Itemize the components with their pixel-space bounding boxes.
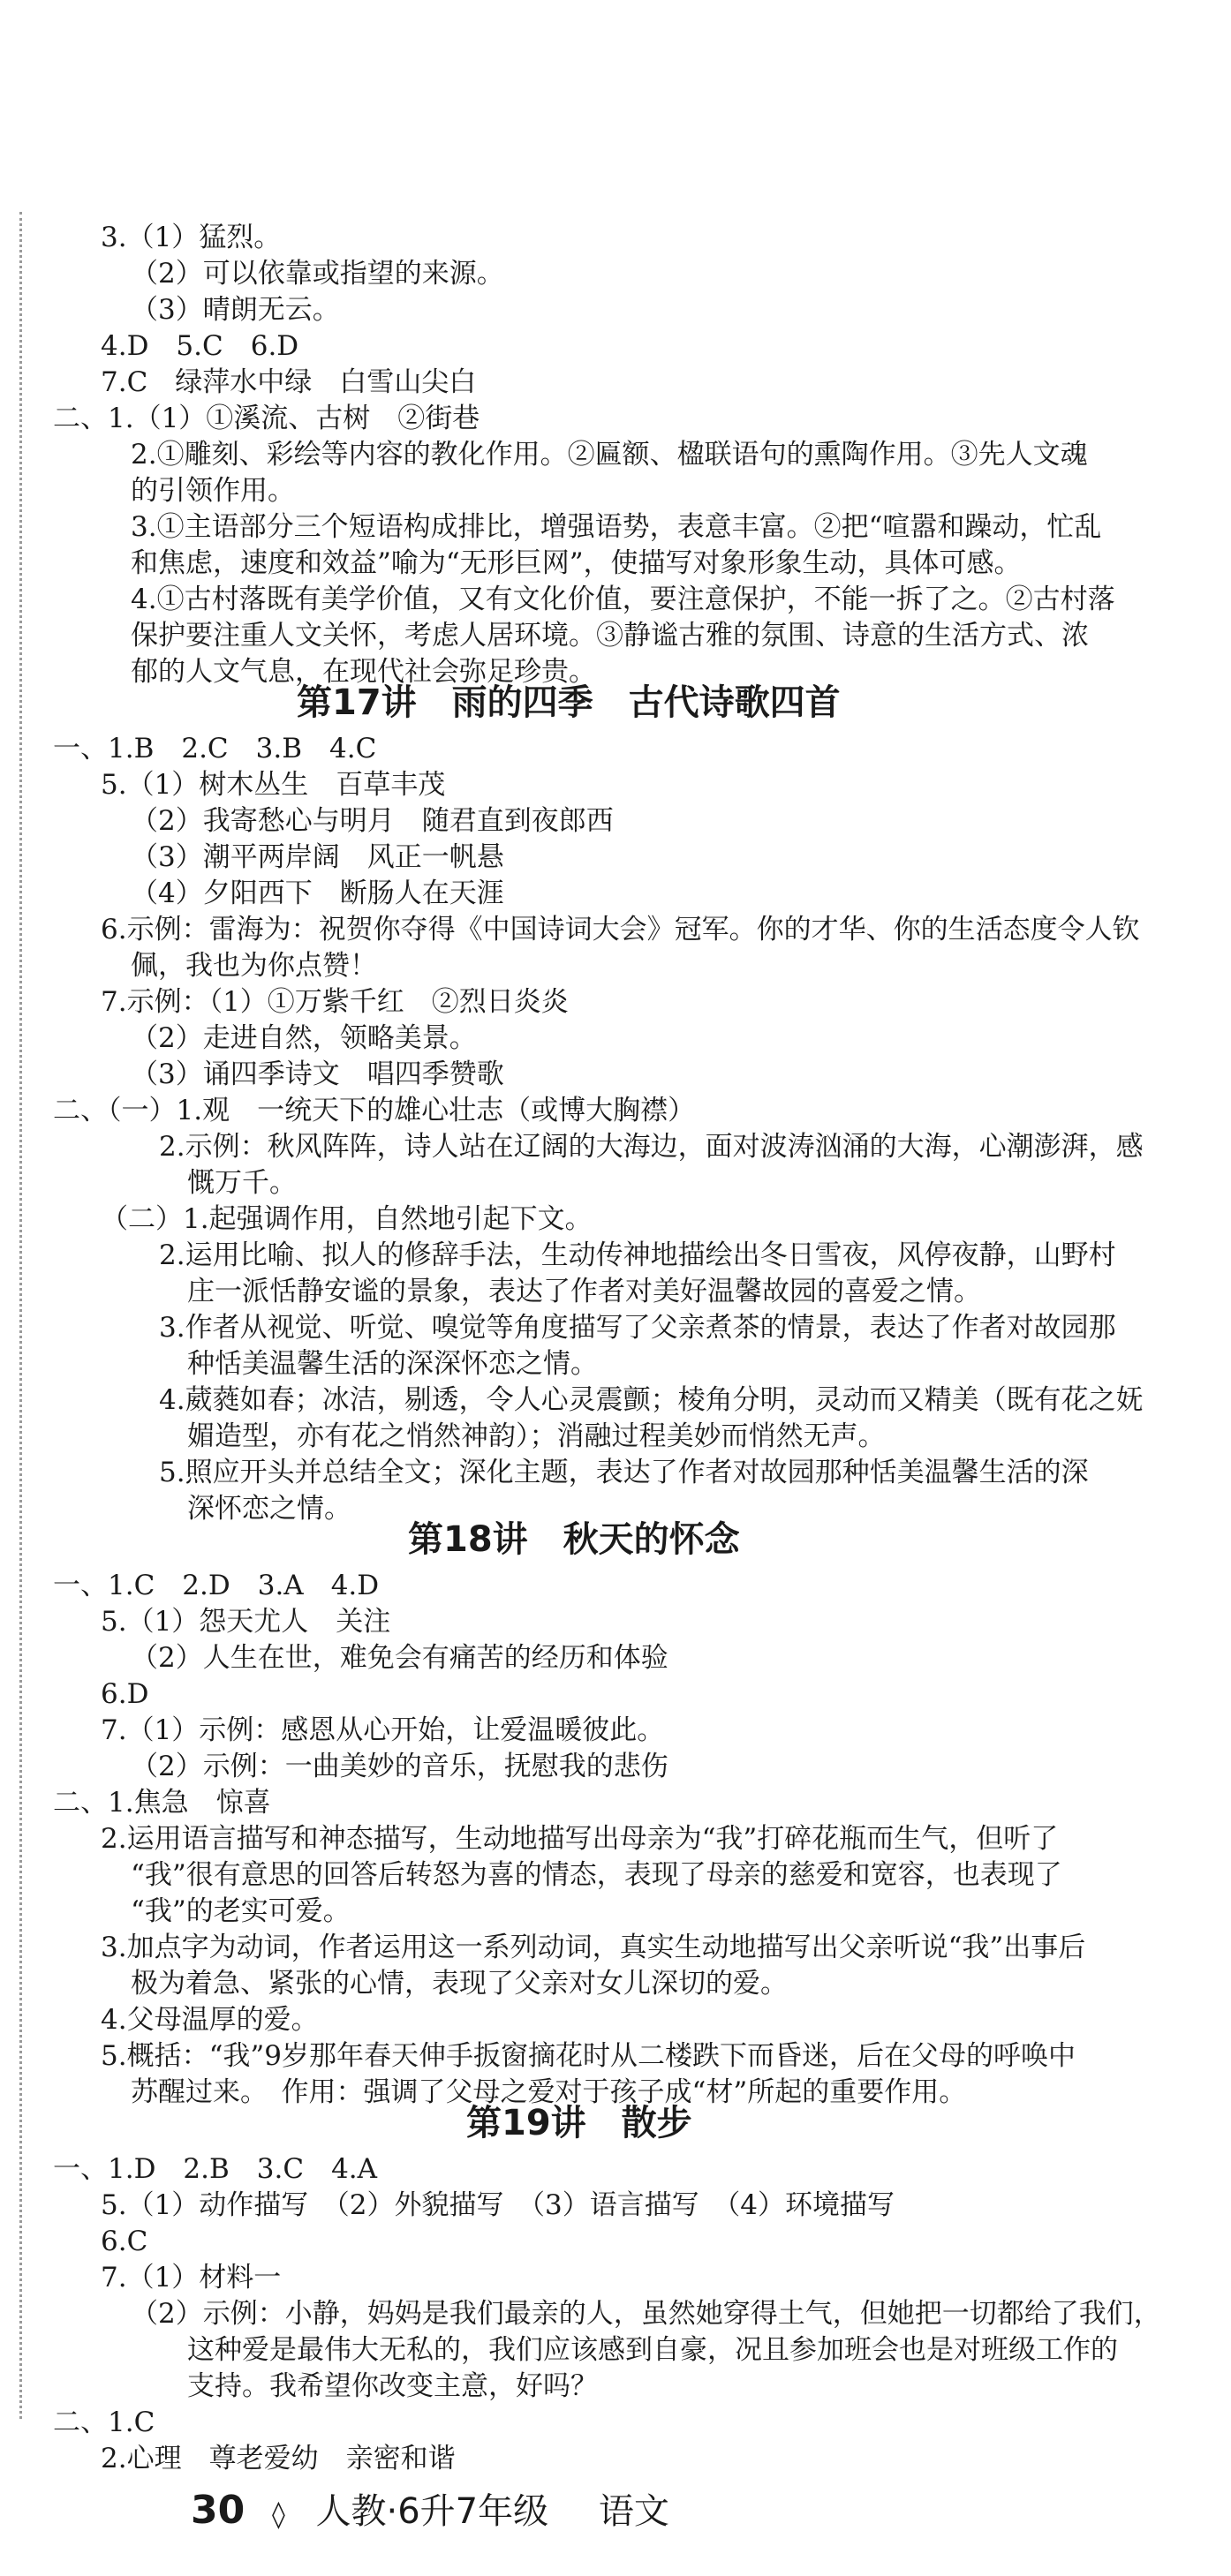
answer-line: 这种爱是最伟大无私的，我们应该感到自豪，况且参加班会也是对班级工作的 (187, 2334, 1118, 2366)
lesson-heading: 第19讲 散步 (466, 2103, 692, 2143)
answer-line: 二、1.焦急 惊喜 (53, 1787, 271, 1819)
page-footer (191, 2489, 669, 2536)
answer-line: “我”很有意思的回答后转怒为喜的情态，表现了母亲的慈爱和宽容，也表现了 (131, 1859, 1062, 1891)
answer-line: 媚造型，亦有花之悄然神韵）；消融过程美妙而悄然无声。 (187, 1420, 886, 1452)
answer-line: 的引领作用。 (131, 475, 295, 507)
answer-line: 6.C (101, 2226, 148, 2257)
answer-line: 4.葳蕤如春；冰洁，剔透，令人心灵震颤；棱角分明，灵动而又精美（既有花之妩 (159, 1384, 1144, 1416)
answer-line: 3.作者从视觉、听觉、嗅觉等角度描写了父亲煮茶的情景，表达了作者对故园那 (159, 1312, 1116, 1344)
answer-line: （3）晴朗无云。 (131, 294, 340, 326)
answer-line: 慨万千。 (187, 1167, 297, 1199)
answer-line: 2.运用语言描写和神态描写，生动地描写出母亲为“我”打碎花瓶而生气，但听了 (101, 1823, 1059, 1855)
answer-line: （二）1.起强调作用，自然地引起下文。 (101, 1203, 593, 1235)
answer-line: 二、1.（1）①溪流、古树 ②街巷 (53, 403, 480, 434)
answer-line: 7.示例：（1）①万紫千红 ②烈日炎炎 (101, 986, 569, 1018)
answer-line: 3.（1）猛烈。 (101, 222, 282, 253)
answer-line: 7.C 绿萍水中绿 白雪山尖白 (101, 366, 477, 398)
answer-line: 4.①古村落既有美学价值，又有文化价值，要注意保护，不能一拆了之。②古村落 (131, 584, 1115, 615)
answer-line: （2）示例：一曲美妙的音乐，抚慰我的悲伤 (131, 1751, 668, 1782)
answer-line: （2）人生在世，难免会有痛苦的经历和体验 (131, 1642, 668, 1674)
answer-line: （2）可以依靠或指望的来源。 (131, 258, 504, 290)
answer-line: 佩，我也为你点赞！ (131, 950, 377, 982)
diamond-ornament-icon: ◊ (271, 2499, 285, 2530)
answer-line: （2）走进自然，领略美景。 (131, 1022, 477, 1054)
answer-line: （3）诵四季诗文 唱四季赞歌 (131, 1058, 504, 1090)
subject-label: 语文 (598, 2491, 669, 2532)
lesson-heading: 第17讲 雨的四季 古代诗歌四首 (297, 682, 841, 723)
answer-line: 支持。我希望你改变主意，好吗？ (187, 2370, 598, 2402)
answer-line: 庄一派恬静安谧的景象，表达了作者对美好温馨故园的喜爱之情。 (187, 1276, 981, 1307)
answer-line: 4.D 5.C 6.D (101, 330, 299, 362)
answer-line: 2.心理 尊老爱幼 亲密和谐 (101, 2443, 456, 2474)
answer-line: 2.运用比喻、拟人的修辞手法，生动传神地描绘出冬日雪夜，风停夜静，山野村 (159, 1239, 1116, 1271)
answer-line: 极为着急、紧张的心情，表现了父亲对女儿深切的爱。 (131, 1968, 788, 2000)
answer-line: 4.父母温厚的爱。 (101, 2004, 319, 2036)
answer-line: （3）潮平两岸阔 风正一帆悬 (131, 841, 504, 873)
answer-line: 5.（1）怨天尤人 关注 (101, 1606, 391, 1638)
answer-line: （2）我寄愁心与明月 随君直到夜郎西 (131, 805, 614, 837)
answer-line: 深怀恋之情。 (187, 1493, 351, 1525)
answer-line: 一、1.D 2.B 3.C 4.A (53, 2153, 378, 2185)
answer-line: 保护要注重人文关怀，考虑人居环境。③静谧古雅的氛围、诗意的生活方式、浓 (131, 620, 1089, 652)
answer-line: “我”的老实可爱。 (131, 1895, 351, 1927)
answer-line: 6.D (101, 1678, 149, 1710)
answer-line: 3.①主语部分三个短语构成排比，增强语势，表意丰富。②把“喧嚣和躁动，忙乱 (131, 511, 1102, 543)
page-number: 30 (191, 2488, 245, 2533)
answer-line: 2.①雕刻、彩绘等内容的教化作用。②匾额、楹联语句的熏陶作用。③先人文魂 (131, 439, 1088, 471)
answer-line: 5.概括：“我”9岁那年春天伸手扳窗摘花时从二楼跌下而昏迷，后在父母的呼唤中 (101, 2040, 1076, 2072)
answer-line: 7.（1）示例：感恩从心开始，让爱温暖彼此。 (101, 1714, 665, 1746)
answer-line: （2）示例：小静，妈妈是我们最亲的人，虽然她穿得土气，但她把一切都给了我们， (131, 2298, 1161, 2330)
answer-line: 3.加点字为动词，作者运用这一系列动词，真实生动地描写出父亲听说“我”出事后 (101, 1932, 1086, 1963)
answer-line: 7.（1）材料一 (101, 2262, 282, 2294)
answer-line: 苏醒过来。 作用：强调了父母之爱对于孩子成“材”所起的重要作用。 (131, 2076, 967, 2108)
answer-line: 5.照应开头并总结全文；深化主题，表达了作者对故园那种恬美温馨生活的深 (159, 1457, 1089, 1488)
answer-line: 郁的人文气息，在现代社会弥足珍贵。 (131, 656, 596, 688)
binding-margin-line (19, 212, 22, 2419)
answer-line: 5.（1）动作描写 （2）外貌描写 （3）语言描写 （4）环境描写 (101, 2189, 895, 2221)
answer-line: 2.示例：秋风阵阵，诗人站在辽阔的大海边，面对波涛汹涌的大海，心潮澎湃，感 (159, 1131, 1144, 1163)
answer-line: 二、1.C (53, 2407, 155, 2438)
answer-line: 5.（1）树木丛生 百草丰茂 (101, 769, 446, 801)
answer-line: 6.示例：雷海为：祝贺你夺得《中国诗词大会》冠军。你的才华、你的生活态度令人钦 (101, 914, 1140, 945)
answer-line: 一、1.B 2.C 3.B 4.C (53, 733, 377, 765)
answer-line: 种恬美温馨生活的深深怀恋之情。 (187, 1348, 598, 1380)
answer-line: 和焦虑，速度和效益”喻为“无形巨网”，使描写对象形象生动，具体可感。 (131, 547, 1022, 579)
answer-line: （4）夕阳西下 断肠人在天涯 (131, 877, 504, 909)
lesson-heading: 第18讲 秋天的怀念 (408, 1519, 740, 1560)
answer-line: 一、1.C 2.D 3.A 4.D (53, 1570, 380, 1601)
answer-line: 二、（一）1.观 一统天下的雄心壮志（或博大胸襟） (53, 1095, 696, 1126)
grade-label: 人教·6升7年级 (315, 2491, 549, 2532)
